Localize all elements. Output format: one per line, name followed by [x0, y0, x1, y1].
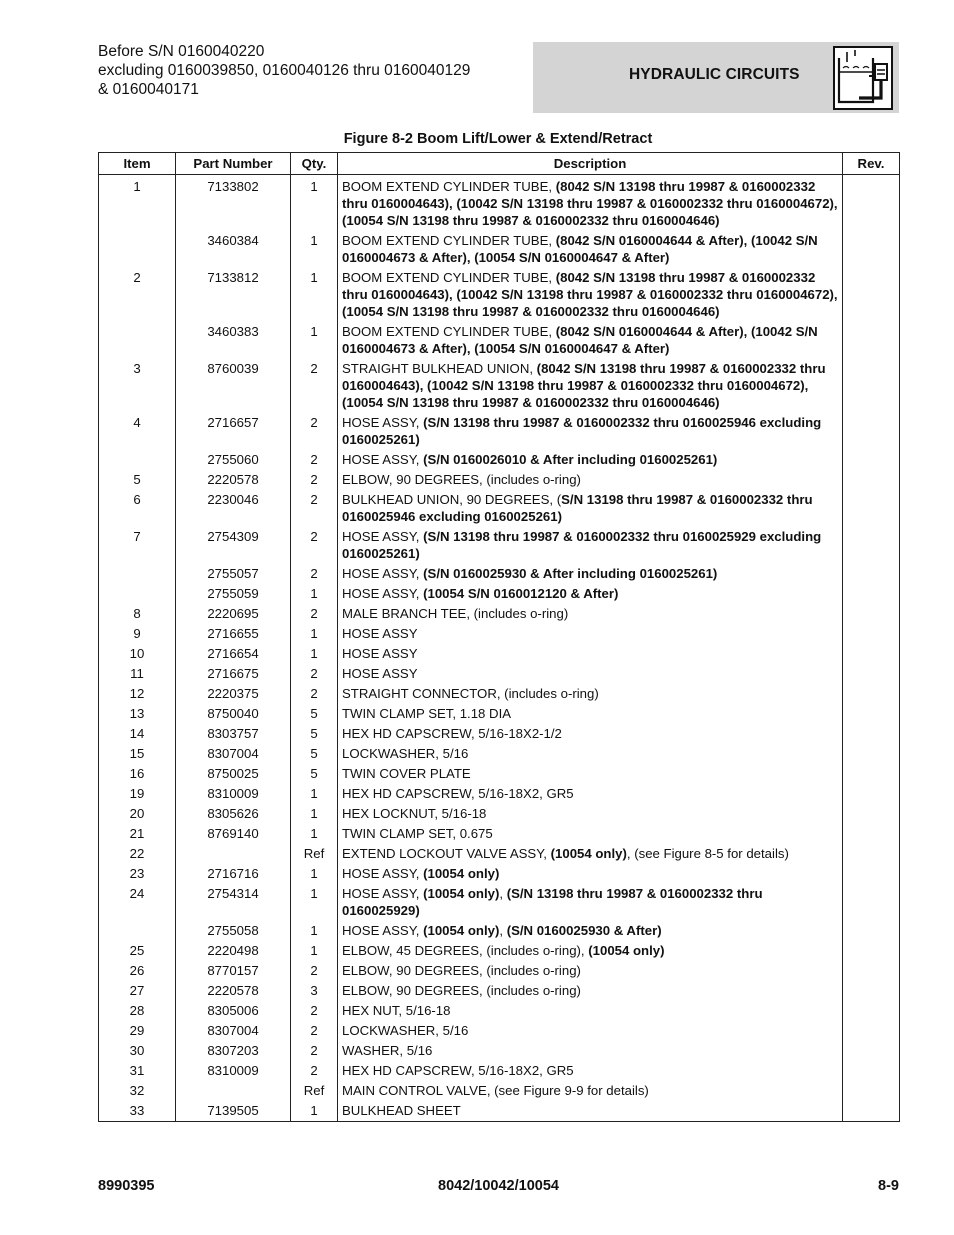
cell-qty: 2	[291, 564, 338, 584]
parts-table	[98, 152, 900, 1122]
cell-qty: 2	[291, 1021, 338, 1041]
description-text: HOSE ASSY	[342, 666, 418, 681]
cell-part-number: 8769140	[176, 824, 291, 844]
cell-item: 8	[99, 604, 176, 624]
table-row	[99, 664, 900, 684]
section-header	[533, 42, 899, 113]
cell-part-number: 3460383	[176, 322, 291, 359]
serial-line: Before S/N 0160040220	[98, 43, 265, 60]
cell-description	[338, 1101, 843, 1122]
table-row	[99, 268, 900, 322]
cell-item: 28	[99, 1001, 176, 1021]
cell-part-number: 7133812	[176, 268, 291, 322]
description-bold-text: (8042 S/N 0160004644 & After), (10042 S/N 0160004673 & After), (10054 S/N 0160004647 & After)	[342, 324, 818, 356]
description-text: ELBOW, 90 DEGREES, (includes o-ring)	[342, 472, 581, 487]
description-text: ,	[499, 886, 507, 901]
description-text: ,	[499, 923, 507, 938]
cell-qty: 1	[291, 644, 338, 664]
cell-part-number: 2754314	[176, 884, 291, 921]
cell-rev	[843, 704, 900, 724]
table-row	[99, 961, 900, 981]
description-text: HOSE ASSY,	[342, 415, 424, 430]
cell-description	[338, 527, 843, 564]
cell-description	[338, 884, 843, 921]
cell-description	[338, 704, 843, 724]
description-bold-text: S/N 13198 thru 19987 & 0160002332 thru 0160025946 excluding 0160025261)	[342, 492, 813, 524]
cell-part-number: 2220498	[176, 941, 291, 961]
cell-rev	[843, 450, 900, 470]
parts-table-body	[99, 175, 900, 1122]
cell-item: 7	[99, 527, 176, 564]
description-text: HEX HD CAPSCREW, 5/16-18X2, GR5	[342, 1063, 574, 1078]
cell-item: 9	[99, 624, 176, 644]
cell-description	[338, 684, 843, 704]
cell-qty: 5	[291, 764, 338, 784]
table-row	[99, 1101, 900, 1122]
cell-description	[338, 359, 843, 413]
cell-description	[338, 1021, 843, 1041]
description-bold-text: (10054 only)	[423, 886, 500, 901]
description-bold-text: (S/N 13198 thru 19987 & 0160002332 thru 0160025946 excluding 0160025261)	[342, 415, 822, 447]
table-row	[99, 684, 900, 704]
cell-rev	[843, 961, 900, 981]
cell-item: 20	[99, 804, 176, 824]
cell-rev	[843, 1101, 900, 1122]
cell-qty: 1	[291, 584, 338, 604]
cell-description	[338, 175, 843, 231]
description-text: MAIN CONTROL VALVE, (see Figure 9-9 for details)	[342, 1083, 649, 1098]
description-text: ELBOW, 90 DEGREES, (includes o-ring)	[342, 963, 581, 978]
cell-item: 3	[99, 359, 176, 413]
cell-item: 24	[99, 884, 176, 921]
cell-description	[338, 664, 843, 684]
cell-rev	[843, 624, 900, 644]
table-row	[99, 564, 900, 584]
cell-item: 14	[99, 724, 176, 744]
cell-description	[338, 1041, 843, 1061]
description-text: LOCKWASHER, 5/16	[342, 1023, 469, 1038]
cell-part-number: 8303757	[176, 724, 291, 744]
cell-rev	[843, 1041, 900, 1061]
cell-item	[99, 584, 176, 604]
table-row	[99, 764, 900, 784]
cell-qty: Ref	[291, 1081, 338, 1101]
cell-item	[99, 322, 176, 359]
serial-line: excluding 0160039850, 0160040126 thru 0160040129	[98, 62, 471, 79]
description-text: BULKHEAD UNION, 90 DEGREES, (	[342, 492, 562, 507]
cell-qty: 1	[291, 941, 338, 961]
cell-description	[338, 268, 843, 322]
cell-description	[338, 844, 843, 864]
description-text: HOSE ASSY,	[342, 866, 424, 881]
cell-item: 26	[99, 961, 176, 981]
cell-description	[338, 724, 843, 744]
page-number: 8-9	[878, 1178, 899, 1194]
serial-line: & 0160040171	[98, 81, 199, 98]
cell-part-number: 8760039	[176, 359, 291, 413]
cell-qty: 2	[291, 664, 338, 684]
table-row	[99, 527, 900, 564]
description-text: HOSE ASSY	[342, 626, 418, 641]
cell-item: 33	[99, 1101, 176, 1122]
cell-part-number: 2755060	[176, 450, 291, 470]
cell-description	[338, 470, 843, 490]
cell-qty: 2	[291, 490, 338, 527]
figure-title: Figure 8-2 Boom Lift/Lower & Extend/Retract	[343, 131, 653, 147]
column-header-rev: Rev.	[843, 153, 900, 175]
table-row	[99, 1041, 900, 1061]
cell-item: 21	[99, 824, 176, 844]
description-bold-text: (8042 S/N 13198 thru 19987 & 0160002332 thru 0160004643), (10042 S/N 13198 thru 19987 & 0160002332 thru 0160004672), (10054 S/N 13198 thru 19987 & 0160002332 thru 0160004646)	[342, 270, 838, 319]
cell-description	[338, 490, 843, 527]
cell-rev	[843, 664, 900, 684]
cell-rev	[843, 744, 900, 764]
cell-part-number: 3460384	[176, 231, 291, 268]
cell-rev	[843, 981, 900, 1001]
cell-rev	[843, 1001, 900, 1021]
cell-qty: 1	[291, 624, 338, 644]
table-row	[99, 884, 900, 921]
description-text: BOOM EXTEND CYLINDER TUBE,	[342, 324, 556, 339]
cell-part-number: 2716675	[176, 664, 291, 684]
cell-description	[338, 1001, 843, 1021]
description-text: HEX LOCKNUT, 5/16-18	[342, 806, 487, 821]
cell-part-number: 8305006	[176, 1001, 291, 1021]
table-row	[99, 450, 900, 470]
description-text: STRAIGHT BULKHEAD UNION,	[342, 361, 537, 376]
cell-qty: 3	[291, 981, 338, 1001]
cell-description	[338, 584, 843, 604]
table-row	[99, 470, 900, 490]
table-row	[99, 981, 900, 1001]
cell-rev	[843, 470, 900, 490]
description-text: LOCKWASHER, 5/16	[342, 746, 469, 761]
cell-description	[338, 1081, 843, 1101]
cell-qty: 5	[291, 704, 338, 724]
cell-description	[338, 824, 843, 844]
description-bold-text: (8042 S/N 13198 thru 19987 & 0160002332 thru 0160004643), (10042 S/N 13198 thru 19987 & 0160002332 thru 0160004672), (10054 S/N 13198 thru 19987 & 0160002332 thru 0160004646)	[342, 179, 838, 228]
description-text: HOSE ASSY	[342, 646, 418, 661]
table-row	[99, 490, 900, 527]
cell-rev	[843, 604, 900, 624]
description-bold-text: (S/N 13198 thru 19987 & 0160002332 thru 0160025929 excluding 0160025261)	[342, 529, 822, 561]
description-text: BOOM EXTEND CYLINDER TUBE,	[342, 270, 556, 285]
cell-rev	[843, 231, 900, 268]
cell-description	[338, 784, 843, 804]
serial-applicability-note	[98, 42, 528, 99]
description-text: HOSE ASSY,	[342, 886, 424, 901]
cell-description	[338, 764, 843, 784]
cell-qty: 1	[291, 921, 338, 941]
cell-item	[99, 921, 176, 941]
cell-part-number: 2716657	[176, 413, 291, 450]
cell-part-number: 8307004	[176, 1021, 291, 1041]
table-row	[99, 624, 900, 644]
description-text: TWIN CLAMP SET, 1.18 DIA	[342, 706, 512, 721]
cell-item: 5	[99, 470, 176, 490]
cell-qty: 2	[291, 1041, 338, 1061]
cell-rev	[843, 844, 900, 864]
cell-rev	[843, 884, 900, 921]
cell-item: 11	[99, 664, 176, 684]
cell-rev	[843, 804, 900, 824]
column-header-part-number: Part Number	[176, 153, 291, 175]
cell-rev	[843, 1081, 900, 1101]
cell-description	[338, 864, 843, 884]
cell-description	[338, 322, 843, 359]
cell-qty: 2	[291, 413, 338, 450]
cell-rev	[843, 824, 900, 844]
cell-item: 15	[99, 744, 176, 764]
cell-rev	[843, 564, 900, 584]
model-numbers: 8042/10042/10054	[438, 1178, 559, 1194]
table-row	[99, 1081, 900, 1101]
cell-rev	[843, 268, 900, 322]
cell-qty: 2	[291, 450, 338, 470]
cell-part-number: 7133802	[176, 175, 291, 231]
cell-part-number	[176, 1081, 291, 1101]
cell-rev	[843, 864, 900, 884]
cell-description	[338, 981, 843, 1001]
cell-rev	[843, 322, 900, 359]
description-text: HOSE ASSY,	[342, 452, 424, 467]
description-text: HOSE ASSY,	[342, 566, 424, 581]
cell-part-number: 8307004	[176, 744, 291, 764]
cell-description	[338, 804, 843, 824]
cell-item	[99, 231, 176, 268]
description-text: , (see Figure 8-5 for details)	[626, 846, 789, 861]
table-row	[99, 584, 900, 604]
cell-part-number: 2220375	[176, 684, 291, 704]
table-row	[99, 804, 900, 824]
cell-part-number: 2716654	[176, 644, 291, 664]
cell-part-number: 2220695	[176, 604, 291, 624]
cell-description	[338, 604, 843, 624]
cell-description	[338, 624, 843, 644]
cell-part-number: 2755059	[176, 584, 291, 604]
cell-description	[338, 564, 843, 584]
cell-qty: 1	[291, 322, 338, 359]
cell-item: 23	[99, 864, 176, 884]
cell-rev	[843, 1061, 900, 1081]
cell-qty: 1	[291, 804, 338, 824]
cell-item: 32	[99, 1081, 176, 1101]
description-bold-text: (S/N 13198 thru 19987 & 0160002332 thru 0160025929)	[342, 886, 763, 918]
cell-item: 30	[99, 1041, 176, 1061]
description-bold-text: (10054 only)	[550, 846, 627, 861]
cell-description	[338, 1061, 843, 1081]
table-row	[99, 921, 900, 941]
cell-rev	[843, 921, 900, 941]
cell-rev	[843, 175, 900, 231]
cell-qty: 1	[291, 175, 338, 231]
cell-item: 16	[99, 764, 176, 784]
table-row	[99, 704, 900, 724]
cell-qty: 1	[291, 231, 338, 268]
column-header-item: Item	[99, 153, 176, 175]
cell-item: 1	[99, 175, 176, 231]
description-text: TWIN COVER PLATE	[342, 766, 471, 781]
cell-qty: 1	[291, 864, 338, 884]
description-bold-text: (10054 only)	[588, 943, 665, 958]
table-row	[99, 824, 900, 844]
cell-qty: 2	[291, 684, 338, 704]
description-text: WASHER, 5/16	[342, 1043, 433, 1058]
description-text: HOSE ASSY,	[342, 923, 424, 938]
description-bold-text: (8042 S/N 0160004644 & After), (10042 S/N 0160004673 & After), (10054 S/N 0160004647 & After)	[342, 233, 818, 265]
table-row	[99, 175, 900, 231]
description-text: HOSE ASSY,	[342, 586, 424, 601]
description-text: TWIN CLAMP SET, 0.675	[342, 826, 493, 841]
cell-qty: 2	[291, 604, 338, 624]
cell-rev	[843, 941, 900, 961]
cell-item: 25	[99, 941, 176, 961]
description-text: HEX HD CAPSCREW, 5/16-18X2, GR5	[342, 786, 574, 801]
cell-description	[338, 744, 843, 764]
cell-item: 12	[99, 684, 176, 704]
description-text: HEX HD CAPSCREW, 5/16-18X2-1/2	[342, 726, 562, 741]
cell-rev	[843, 764, 900, 784]
cell-rev	[843, 784, 900, 804]
table-row	[99, 941, 900, 961]
cell-part-number: 7139505	[176, 1101, 291, 1122]
cell-description	[338, 644, 843, 664]
cell-description	[338, 921, 843, 941]
cell-part-number: 8750025	[176, 764, 291, 784]
table-row	[99, 359, 900, 413]
cell-part-number: 2755058	[176, 921, 291, 941]
cell-part-number	[176, 844, 291, 864]
table-row	[99, 1001, 900, 1021]
table-row	[99, 322, 900, 359]
cell-qty: Ref	[291, 844, 338, 864]
description-bold-text: (10054 only)	[423, 866, 500, 881]
table-row	[99, 744, 900, 764]
table-row	[99, 844, 900, 864]
table-row	[99, 864, 900, 884]
cell-item: 31	[99, 1061, 176, 1081]
cell-part-number: 2755057	[176, 564, 291, 584]
cell-qty: 1	[291, 784, 338, 804]
description-text: BOOM EXTEND CYLINDER TUBE,	[342, 233, 556, 248]
description-text: HOSE ASSY,	[342, 529, 424, 544]
column-header-description: Description	[338, 153, 843, 175]
cell-rev	[843, 684, 900, 704]
cell-part-number: 8310009	[176, 784, 291, 804]
table-row	[99, 413, 900, 450]
cell-part-number: 8305626	[176, 804, 291, 824]
cell-part-number: 2220578	[176, 470, 291, 490]
table-row	[99, 1061, 900, 1081]
description-text: HEX NUT, 5/16-18	[342, 1003, 451, 1018]
description-text: BULKHEAD SHEET	[342, 1103, 461, 1118]
cell-rev	[843, 584, 900, 604]
table-row	[99, 724, 900, 744]
cell-rev	[843, 359, 900, 413]
description-text: ELBOW, 90 DEGREES, (includes o-ring)	[342, 983, 581, 998]
cell-qty: 1	[291, 1101, 338, 1122]
cell-item: 19	[99, 784, 176, 804]
document-number: 8990395	[98, 1178, 155, 1194]
cell-qty: 2	[291, 961, 338, 981]
table-header-row	[99, 153, 900, 175]
table-row	[99, 604, 900, 624]
cell-description	[338, 961, 843, 981]
cell-qty: 1	[291, 824, 338, 844]
description-text: EXTEND LOCKOUT VALVE ASSY,	[342, 846, 551, 861]
cell-rev	[843, 527, 900, 564]
cell-rev	[843, 413, 900, 450]
cell-item: 4	[99, 413, 176, 450]
cell-item: 13	[99, 704, 176, 724]
cell-part-number: 8307203	[176, 1041, 291, 1061]
cell-item	[99, 564, 176, 584]
description-bold-text: (10054 only)	[423, 923, 500, 938]
cell-part-number: 2230046	[176, 490, 291, 527]
table-row	[99, 784, 900, 804]
description-bold-text: (10054 S/N 0160012120 & After)	[423, 586, 619, 601]
cell-rev	[843, 1021, 900, 1041]
table-row	[99, 231, 900, 268]
cell-item: 10	[99, 644, 176, 664]
cell-description	[338, 413, 843, 450]
cell-part-number: 8310009	[176, 1061, 291, 1081]
cell-item	[99, 450, 176, 470]
description-bold-text: (S/N 0160025930 & After including 0160025261)	[423, 566, 718, 581]
column-header-qty: Qty.	[291, 153, 338, 175]
description-text: STRAIGHT CONNECTOR, (includes o-ring)	[342, 686, 599, 701]
description-text: BOOM EXTEND CYLINDER TUBE,	[342, 179, 556, 194]
cell-qty: 2	[291, 359, 338, 413]
description-bold-text: (S/N 0160025930 & After)	[506, 923, 662, 938]
cell-qty: 5	[291, 724, 338, 744]
cell-part-number: 2716655	[176, 624, 291, 644]
cell-item: 22	[99, 844, 176, 864]
cell-qty: 2	[291, 1061, 338, 1081]
section-title: HYDRAULIC CIRCUITS	[629, 66, 800, 83]
hydraulic-circuit-icon	[833, 46, 893, 115]
table-row	[99, 1021, 900, 1041]
description-text: MALE BRANCH TEE, (includes o-ring)	[342, 606, 569, 621]
cell-qty: 5	[291, 744, 338, 764]
cell-qty: 1	[291, 268, 338, 322]
cell-rev	[843, 644, 900, 664]
cell-part-number: 8750040	[176, 704, 291, 724]
cell-qty: 2	[291, 1001, 338, 1021]
description-bold-text: (8042 S/N 13198 thru 19987 & 0160002332 thru 0160004643), (10042 S/N 13198 thru 19987 & 0160002332 thru 0160004672), (10054 S/N 13198 thru 19987 & 0160002332 thru 0160004646)	[342, 361, 826, 410]
cell-item: 29	[99, 1021, 176, 1041]
cell-item: 6	[99, 490, 176, 527]
cell-rev	[843, 724, 900, 744]
cell-part-number: 2716716	[176, 864, 291, 884]
cell-description	[338, 941, 843, 961]
cell-part-number: 2754309	[176, 527, 291, 564]
cell-item: 2	[99, 268, 176, 322]
cell-qty: 2	[291, 470, 338, 490]
cell-part-number: 2220578	[176, 981, 291, 1001]
cell-item: 27	[99, 981, 176, 1001]
cell-rev	[843, 490, 900, 527]
cell-qty: 1	[291, 884, 338, 921]
cell-part-number: 8770157	[176, 961, 291, 981]
cell-description	[338, 450, 843, 470]
cell-description	[338, 231, 843, 268]
description-bold-text: (S/N 0160026010 & After including 0160025261)	[423, 452, 718, 467]
cell-qty: 2	[291, 527, 338, 564]
table-row	[99, 644, 900, 664]
description-text: ELBOW, 45 DEGREES, (includes o-ring),	[342, 943, 589, 958]
